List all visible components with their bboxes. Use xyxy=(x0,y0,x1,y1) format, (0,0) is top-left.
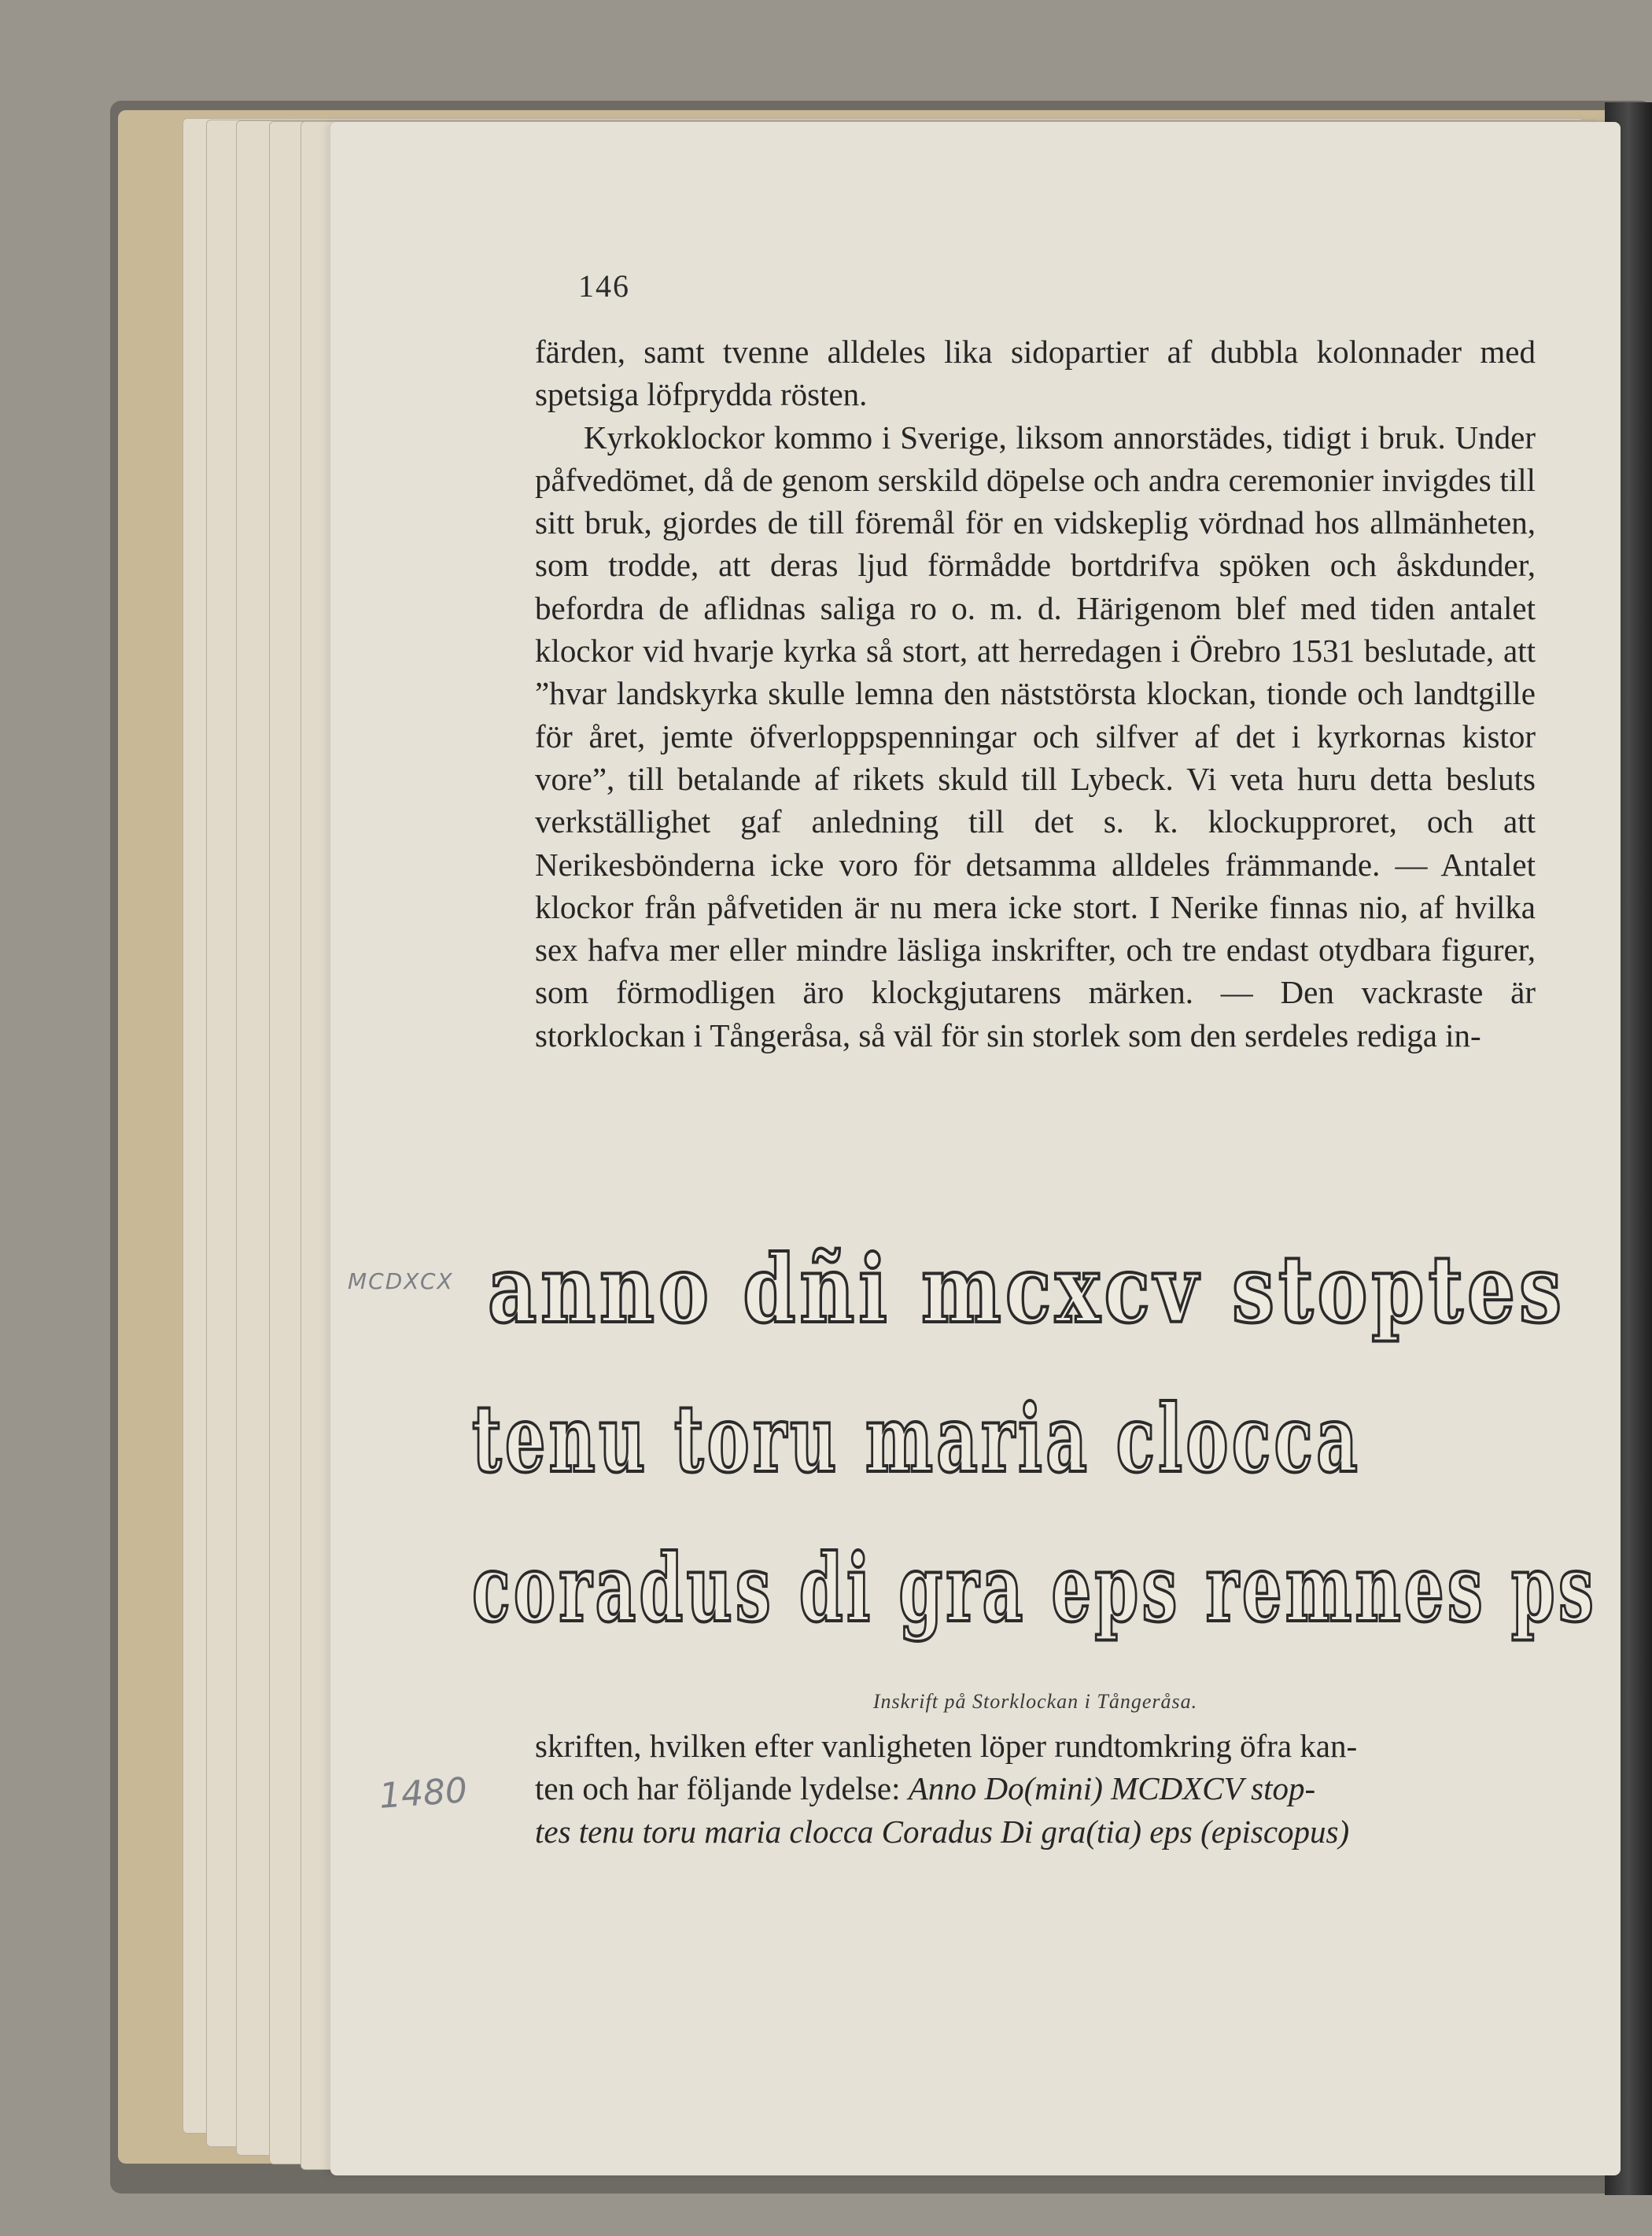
inscription-text: anno dñi mcxcv stoptes xyxy=(488,1234,1565,1344)
text-segment-italic: Anno Do(mini) MCDXCV stop- xyxy=(908,1770,1316,1807)
page-number: 146 xyxy=(578,268,630,304)
margin-note-roman: MCDXCX xyxy=(348,1268,454,1294)
margin-note-year: 1480 xyxy=(378,1770,469,1817)
inscription-line xyxy=(441,1361,1605,1511)
body-text xyxy=(535,330,1536,1057)
bell-inscription xyxy=(441,1216,1605,1656)
inscription-text: tenu toru maria clocca xyxy=(472,1384,1361,1493)
text-line: skriften, hvilken efter vanligheten löper rundtomkring öfra kan- xyxy=(535,1728,1358,1764)
lower-text xyxy=(535,1725,1536,1853)
paragraph: färden, samt tvenne alldeles lika sidopartier af dubbla kolonnader med spetsiga löfprydda rösten. xyxy=(535,334,1536,413)
text-line xyxy=(535,1767,1536,1810)
inscription-text: coradus di gra eps remnes ps xyxy=(472,1533,1597,1643)
inscription-line xyxy=(441,1511,1605,1660)
text-segment: ten och har följande lydelse: xyxy=(535,1770,909,1807)
inscription-line xyxy=(441,1216,1605,1365)
figure-caption: Inskrift på Storklockan i Tångeråsa. xyxy=(872,1690,1198,1713)
text-line-italic: tes tenu toru maria clocca Coradus Di gra(tia) eps (episcopus) xyxy=(535,1813,1350,1850)
paragraph: Kyrkoklockor kommo i Sverige, liksom annorstädes, tidigt i bruk. Under påfvedömet, då de genom serskild döpelse och andra ceremonier invigdes till sitt bruk, gjordes de till föremål för en vidskeplig vördnad hos allmänheten, som trodde, att deras ljud förmådde bortdrifva spöken och åskdunder, befordra de aflidnas saliga ro o. m. d. Härigenom blef med tiden antalet klockor vid hvarje kyrka så stort, att herredagen i Örebro 1531 beslutade, att ”hvar landskyrka skulle lemna den näststörsta klockan, tionde och landtgille för året, jemte öfverloppspenningar och silfver af det i kyrkornas kistor vore”, till betalande af rikets skuld till Lybeck. Vi veta huru detta besluts verkställighet gaf anledning till det s. k. klockupproret, och att Nerikesbönderna icke voro för detsamma alldeles främmande. — Antalet klockor från påfvetiden är nu mera icke stort. I Nerike finnas nio, af hvilka sex hafva mer eller mindre läsliga inskrifter, och tre endast otydbara figurer, som förmodligen äro klockgjutarens märken. — Den vackraste är storklockan i Tångeråsa, så väl för sin storlek som den serdeles rediga in- xyxy=(535,419,1536,1053)
